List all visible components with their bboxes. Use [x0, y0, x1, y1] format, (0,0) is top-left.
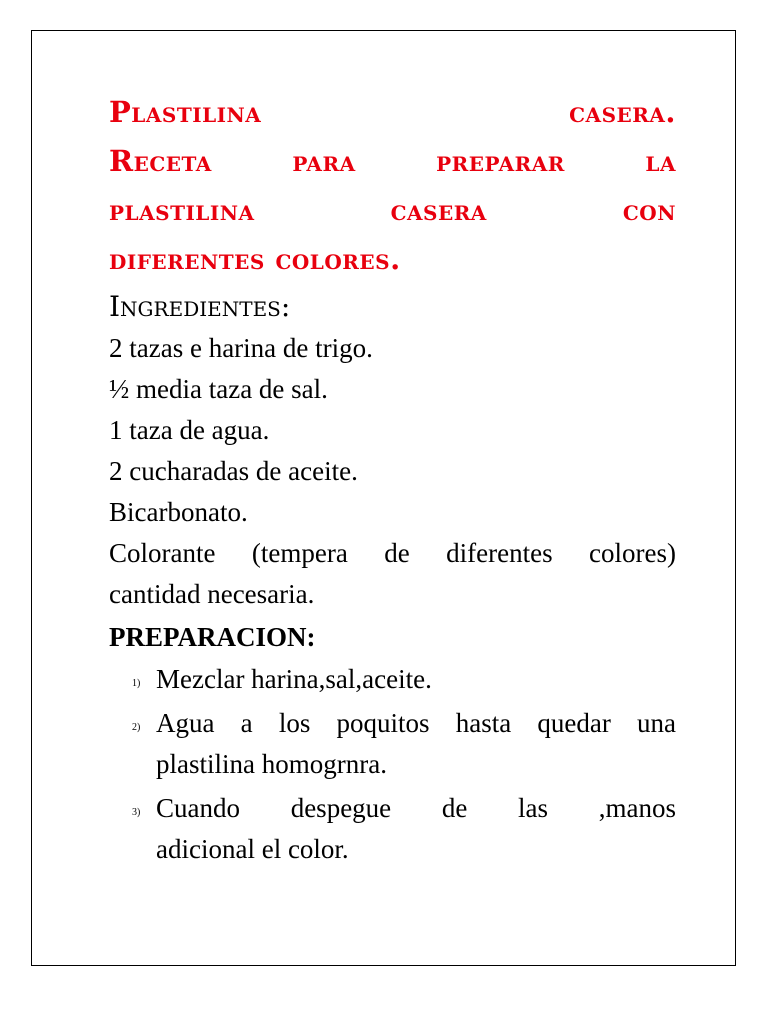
ingredient-item: Bicarbonato. — [109, 497, 248, 527]
ingredient-item: 2 cucharadas de aceite. — [109, 456, 358, 486]
step-text: Cuando despegue de las ,manos — [156, 793, 676, 823]
document-content — [109, 88, 676, 873]
step-number: 2) — [132, 722, 141, 733]
title-line-3: plastilina casera con — [109, 193, 676, 227]
ingredients-heading: Ingredientes: — [109, 290, 291, 323]
step-number: 3) — [132, 807, 141, 818]
preparation-steps — [109, 659, 676, 870]
title-line-4: diferentes colores. — [109, 242, 401, 276]
ingredient-item: 2 tazas e harina de trigo. — [109, 333, 373, 363]
step-number: 1) — [132, 678, 141, 689]
title-line-2: Receta para preparar la — [109, 144, 676, 178]
ingredients-list — [109, 328, 676, 615]
preparation-step-1 — [109, 659, 676, 700]
ingredient-item: cantidad necesaria. — [109, 579, 315, 609]
ingredient-item: Colorante (tempera de diferentes colores) — [109, 538, 676, 568]
preparation-heading: PREPARACION: — [109, 622, 316, 652]
step-text: Mezclar harina,sal,aceite. — [156, 664, 432, 694]
ingredient-item: 1 taza de agua. — [109, 415, 270, 445]
step-text: Agua a los poquitos hasta quedar una — [156, 708, 676, 738]
step-text: adicional el color. — [156, 834, 349, 864]
ingredient-item: ½ media taza de sal. — [109, 374, 328, 404]
preparation-step-2 — [109, 703, 676, 785]
title-line-1: Plastilina casera. — [109, 95, 676, 129]
preparation-step-3 — [109, 788, 676, 870]
step-text: plastilina homogrnra. — [156, 749, 387, 779]
recipe-title — [109, 88, 676, 284]
